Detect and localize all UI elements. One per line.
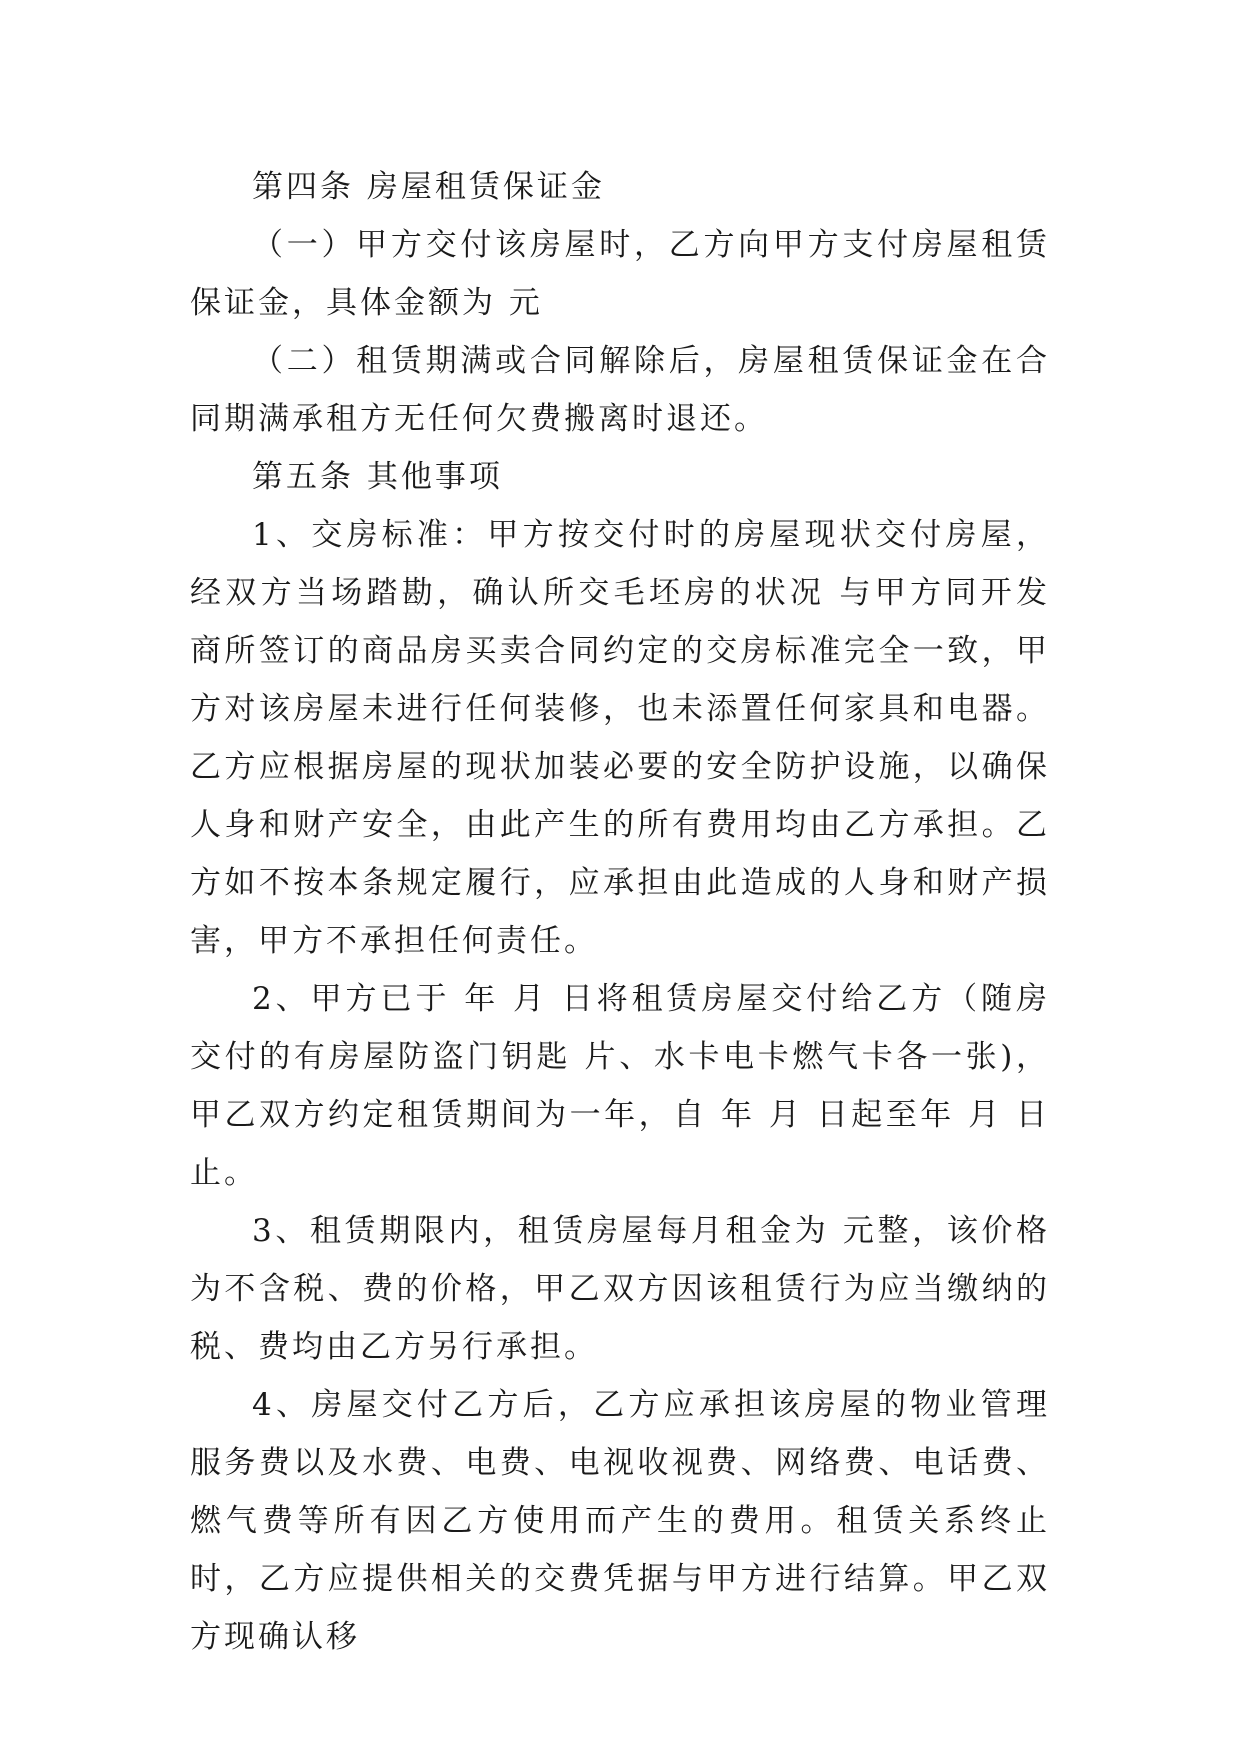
paragraph-fees: 4、房屋交付乙方后，乙方应承担该房屋的物业管理服务费以及水费、电费、电视收视费、网络费、电话费、燃气费等所有因乙方使用而产生的费用。租赁关系终止时，乙方应提供相关的交费凭据与甲方进行结算。甲乙双方现确认移 [190,1387,1050,1655]
paragraph-deposit-payment: （一）甲方交付该房屋时，乙方向甲方支付房屋租赁保证金，具体金额为 元 [190,227,1050,321]
paragraph-monthly-rent: 3、租赁期限内，租赁房屋每月租金为 元整，该价格为不含税、费的价格，甲乙双方因该租赁行为应当缴纳的税、费均由乙方另行承担。 [190,1213,1050,1365]
paragraph-deposit-refund: （二）租赁期满或合同解除后，房屋租赁保证金在合同期满承租方无任何欠费搬离时退还。 [190,343,1050,437]
paragraph-delivery-standard: 1、交房标准：甲方按交付时的房屋现状交付房屋，经双方当场踏勘，确认所交毛坯房的状况 与甲方同开发商所签订的商品房买卖合同约定的交房标准完全一致，甲方对该房屋未进行任何装修，也未添置任何家具和电器。乙方应根据房屋的现状加装必要的安全防护设施，以确保人身和财产安全，由此产生的所有费用均由乙方承担。乙方如不按本条规定履行，应承担由此造成的人身和财产损害，甲方不承担任何责任。 [190,517,1050,959]
paragraph-delivery-date: 2、甲方已于 年 月 日将租赁房屋交付给乙方（随房交付的有房屋防盗门钥匙 片、水卡电卡燃气卡各一张)，甲乙双方约定租赁期间为一年，自 年 月 日起至年 月 日止。 [190,981,1050,1191]
document-body [190,158,1050,1666]
article-5-heading: 第五条 其他事项 [252,459,503,495]
article-4-heading: 第四条 房屋租赁保证金 [252,169,605,205]
